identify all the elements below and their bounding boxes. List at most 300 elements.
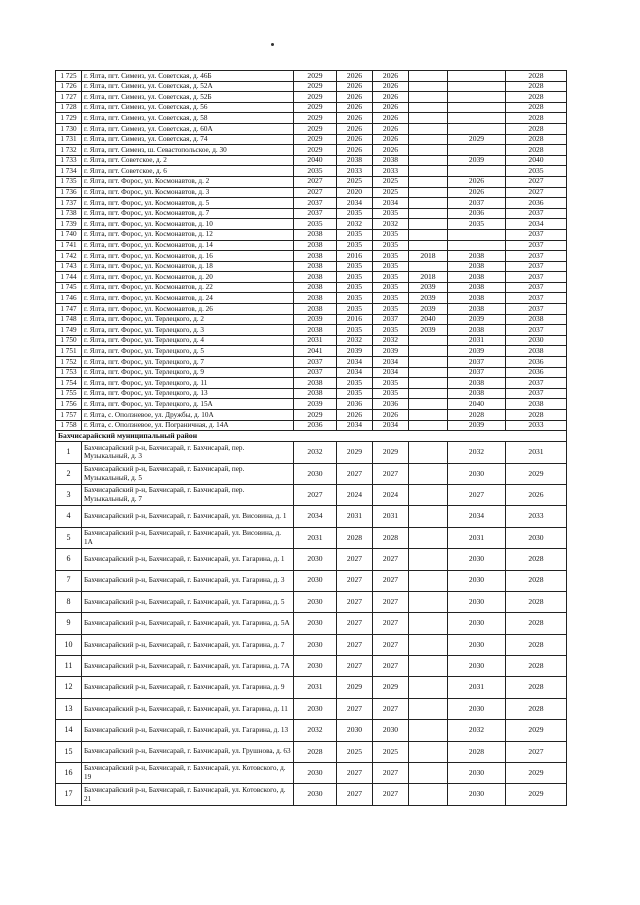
row-year-cell xyxy=(448,113,506,124)
row-year-cell: 2036 xyxy=(337,399,373,410)
table-row xyxy=(56,293,567,304)
row-number: 1 757 xyxy=(56,410,82,421)
row-number: 11 xyxy=(56,656,82,677)
row-year-cell: 2035 xyxy=(373,293,409,304)
row-year-cell: 2038 xyxy=(294,378,337,389)
row-year-cell: 2032 xyxy=(294,720,337,741)
row-year-cell: 2040 xyxy=(409,314,448,325)
row-year-cell: 2020 xyxy=(337,187,373,198)
row-year-cell: 2039 xyxy=(409,282,448,293)
row-address: г. Ялта, пгт. Форос, ул. Космонавтов, д. 16 xyxy=(82,251,294,262)
row-number: 1 749 xyxy=(56,325,82,336)
row-year-cell xyxy=(409,240,448,251)
row-address: Бахчисарайский р-н, Бахчисарай, г. Бахчисарай, ул. Висовина, д. 1А xyxy=(82,527,294,548)
row-year-cell: 2027 xyxy=(373,634,409,655)
row-year-cell: 2030 xyxy=(506,335,567,346)
row-year-cell: 2027 xyxy=(373,656,409,677)
row-year-cell: 2028 xyxy=(448,741,506,762)
row-year-cell: 2026 xyxy=(373,410,409,421)
row-number: 1 739 xyxy=(56,219,82,230)
row-year-cell: 2029 xyxy=(506,763,567,784)
row-year-cell: 2033 xyxy=(506,420,567,431)
row-year-cell: 2030 xyxy=(448,784,506,805)
table-row xyxy=(56,251,567,262)
row-address: г. Ялта, пгт. Форос, ул. Терлецкого, д. 4 xyxy=(82,335,294,346)
row-year-cell: 2035 xyxy=(294,166,337,177)
row-year-cell: 2034 xyxy=(294,506,337,527)
row-year-cell: 2039 xyxy=(448,314,506,325)
row-year-cell: 2025 xyxy=(337,741,373,762)
table-row xyxy=(56,613,567,634)
row-year-cell xyxy=(409,346,448,357)
row-year-cell xyxy=(409,166,448,177)
row-year-cell: 2029 xyxy=(294,134,337,145)
row-year-cell: 2027 xyxy=(294,187,337,198)
table-row xyxy=(56,634,567,655)
row-year-cell xyxy=(409,102,448,113)
row-number: 7 xyxy=(56,570,82,591)
row-year-cell: 2029 xyxy=(337,677,373,698)
row-number: 1 733 xyxy=(56,155,82,166)
row-number: 10 xyxy=(56,634,82,655)
table-row xyxy=(56,591,567,612)
row-year-cell: 2028 xyxy=(294,741,337,762)
row-year-cell: 2026 xyxy=(373,81,409,92)
row-year-cell: 2028 xyxy=(506,145,567,156)
row-year-cell xyxy=(409,549,448,570)
table-row xyxy=(56,314,567,325)
row-year-cell xyxy=(448,92,506,103)
row-year-cell: 2027 xyxy=(448,484,506,505)
row-year-cell: 2038 xyxy=(448,251,506,262)
row-address: Бахчисарайский р-н, Бахчисарай, г. Бахчисарай, ул. Котовского, д. 19 xyxy=(82,763,294,784)
row-year-cell: 2024 xyxy=(337,484,373,505)
row-year-cell: 2035 xyxy=(337,229,373,240)
row-year-cell: 2027 xyxy=(337,698,373,719)
table-row xyxy=(56,240,567,251)
row-year-cell: 2030 xyxy=(373,720,409,741)
row-number: 1 751 xyxy=(56,346,82,357)
row-year-cell: 2040 xyxy=(448,399,506,410)
row-year-cell: 2026 xyxy=(337,71,373,82)
row-year-cell: 2030 xyxy=(448,656,506,677)
table-row xyxy=(56,463,567,484)
row-address: г. Ялта, пгт. Симеиз, ул. Советская, д. 52А xyxy=(82,81,294,92)
row-number: 1 729 xyxy=(56,113,82,124)
table-row xyxy=(56,420,567,431)
table-row xyxy=(56,71,567,82)
row-year-cell: 2026 xyxy=(337,134,373,145)
table-row xyxy=(56,198,567,209)
row-year-cell xyxy=(409,570,448,591)
row-year-cell: 2035 xyxy=(337,272,373,283)
row-year-cell: 2030 xyxy=(448,570,506,591)
row-year-cell: 2035 xyxy=(373,261,409,272)
row-year-cell xyxy=(409,442,448,463)
row-number: 1 741 xyxy=(56,240,82,251)
row-year-cell: 2037 xyxy=(506,251,567,262)
row-number: 13 xyxy=(56,698,82,719)
row-number: 1 752 xyxy=(56,357,82,368)
row-year-cell: 2038 xyxy=(448,388,506,399)
row-number: 9 xyxy=(56,613,82,634)
row-year-cell: 2036 xyxy=(506,357,567,368)
row-address: Бахчисарайский р-н, Бахчисарай, г. Бахчисарай, ул. Котовского, д. 21 xyxy=(82,784,294,805)
row-year-cell: 2026 xyxy=(337,410,373,421)
row-year-cell: 2037 xyxy=(294,208,337,219)
row-year-cell: 2026 xyxy=(373,113,409,124)
row-year-cell: 2027 xyxy=(373,591,409,612)
table-row xyxy=(56,219,567,230)
row-year-cell: 2038 xyxy=(448,293,506,304)
row-year-cell: 2030 xyxy=(294,634,337,655)
row-year-cell: 2028 xyxy=(506,591,567,612)
row-year-cell xyxy=(409,399,448,410)
row-year-cell: 2032 xyxy=(373,219,409,230)
row-year-cell: 2027 xyxy=(337,634,373,655)
row-year-cell xyxy=(409,613,448,634)
row-year-cell: 2029 xyxy=(294,92,337,103)
row-year-cell: 2034 xyxy=(448,506,506,527)
row-address: г. Ялта, с. Оползневое, ул. Дружбы, д. 10А xyxy=(82,410,294,421)
table-row xyxy=(56,570,567,591)
row-year-cell: 2026 xyxy=(337,92,373,103)
row-year-cell: 2039 xyxy=(294,399,337,410)
row-number: 1 736 xyxy=(56,187,82,198)
row-year-cell: 2034 xyxy=(373,357,409,368)
row-year-cell: 2040 xyxy=(506,155,567,166)
table-row xyxy=(56,304,567,315)
row-year-cell: 2030 xyxy=(294,463,337,484)
row-year-cell: 2038 xyxy=(448,304,506,315)
row-year-cell xyxy=(409,176,448,187)
row-number: 1 756 xyxy=(56,399,82,410)
row-number: 4 xyxy=(56,506,82,527)
row-year-cell: 2029 xyxy=(294,81,337,92)
row-year-cell: 2029 xyxy=(373,677,409,698)
row-year-cell: 2026 xyxy=(373,71,409,82)
row-year-cell: 2035 xyxy=(337,325,373,336)
row-year-cell: 2027 xyxy=(506,176,567,187)
row-address: г. Ялта, пгт. Форос, ул. Космонавтов, д. 26 xyxy=(82,304,294,315)
row-year-cell: 2037 xyxy=(506,229,567,240)
row-year-cell xyxy=(448,102,506,113)
row-year-cell: 2030 xyxy=(294,613,337,634)
row-year-cell xyxy=(409,378,448,389)
row-year-cell: 2025 xyxy=(373,741,409,762)
row-address: Бахчисарайский р-н, Бахчисарай, г. Бахчисарай, ул. Гагарина, д. 5А xyxy=(82,613,294,634)
table-row xyxy=(56,187,567,198)
row-year-cell xyxy=(409,763,448,784)
row-year-cell xyxy=(409,656,448,677)
row-year-cell xyxy=(409,463,448,484)
row-number: 1 730 xyxy=(56,123,82,134)
row-year-cell xyxy=(409,484,448,505)
row-year-cell: 2030 xyxy=(294,591,337,612)
row-year-cell xyxy=(448,145,506,156)
row-year-cell: 2038 xyxy=(373,155,409,166)
row-year-cell: 2035 xyxy=(373,251,409,262)
table-row xyxy=(56,367,567,378)
row-year-cell: 2031 xyxy=(294,335,337,346)
table-row xyxy=(56,410,567,421)
row-year-cell: 2026 xyxy=(373,102,409,113)
row-year-cell: 2026 xyxy=(337,145,373,156)
row-year-cell: 2029 xyxy=(294,410,337,421)
row-year-cell: 2027 xyxy=(373,570,409,591)
row-address: Бахчисарайский р-н, Бахчисарай, г. Бахчисарай, ул. Грушнова, д. 63 xyxy=(82,741,294,762)
row-year-cell: 2037 xyxy=(506,325,567,336)
row-address: г. Ялта, пгт. Форос, ул. Терлецкого, д. 7 xyxy=(82,357,294,368)
row-year-cell: 2027 xyxy=(337,763,373,784)
row-address: Бахчисарайский р-н, Бахчисарай, г. Бахчисарай, пер. Музыкальный, д. 5 xyxy=(82,463,294,484)
row-year-cell: 2026 xyxy=(373,145,409,156)
row-year-cell xyxy=(448,166,506,177)
row-number: 1 754 xyxy=(56,378,82,389)
row-year-cell xyxy=(448,123,506,134)
row-year-cell: 2035 xyxy=(373,378,409,389)
row-year-cell: 2027 xyxy=(337,591,373,612)
row-address: г. Ялта, пгт. Форос, ул. Терлецкого, д. 9 xyxy=(82,367,294,378)
row-year-cell xyxy=(409,527,448,548)
row-year-cell: 2028 xyxy=(506,71,567,82)
row-year-cell: 2035 xyxy=(373,208,409,219)
table-row xyxy=(56,677,567,698)
row-address: г. Ялта, пгт. Симеиз, ул. Советская, д. 56 xyxy=(82,102,294,113)
row-year-cell: 2032 xyxy=(448,442,506,463)
row-number: 1 745 xyxy=(56,282,82,293)
row-year-cell: 2028 xyxy=(506,134,567,145)
row-year-cell: 2028 xyxy=(448,410,506,421)
row-year-cell xyxy=(448,71,506,82)
table-row xyxy=(56,208,567,219)
row-address: Бахчисарайский р-н, Бахчисарай, г. Бахчисарай, ул. Гагарина, д. 7А xyxy=(82,656,294,677)
row-year-cell: 2030 xyxy=(294,549,337,570)
row-year-cell: 2038 xyxy=(294,251,337,262)
row-address: г. Ялта, пгт. Советское, д. 6 xyxy=(82,166,294,177)
row-year-cell: 2038 xyxy=(294,240,337,251)
row-address: Бахчисарайский р-н, Бахчисарай, г. Бахчисарай, ул. Висовина, д. 1 xyxy=(82,506,294,527)
row-year-cell: 2035 xyxy=(337,304,373,315)
row-year-cell: 2039 xyxy=(337,346,373,357)
row-year-cell xyxy=(409,155,448,166)
row-year-cell: 2027 xyxy=(337,463,373,484)
row-year-cell: 2026 xyxy=(448,187,506,198)
row-year-cell: 2038 xyxy=(294,272,337,283)
row-number: 1 742 xyxy=(56,251,82,262)
row-year-cell: 2035 xyxy=(337,208,373,219)
row-year-cell: 2038 xyxy=(294,325,337,336)
row-year-cell: 2037 xyxy=(294,198,337,209)
row-year-cell: 2031 xyxy=(294,677,337,698)
table-row xyxy=(56,506,567,527)
table-row xyxy=(56,176,567,187)
row-year-cell: 2039 xyxy=(409,325,448,336)
row-year-cell: 2030 xyxy=(294,570,337,591)
row-address: г. Ялта, пгт. Форос, ул. Космонавтов, д. 22 xyxy=(82,282,294,293)
row-year-cell: 2028 xyxy=(506,410,567,421)
row-address: Бахчисарайский р-н, Бахчисарай, г. Бахчисарай, ул. Гагарина, д. 1 xyxy=(82,549,294,570)
row-year-cell: 2031 xyxy=(448,527,506,548)
row-year-cell: 2034 xyxy=(373,198,409,209)
row-address: г. Ялта, пгт. Симеиз, ул. Советская, д. 60А xyxy=(82,123,294,134)
row-address: Бахчисарайский р-н, Бахчисарай, г. Бахчисарай, ул. Гагарина, д. 7 xyxy=(82,634,294,655)
row-year-cell: 2027 xyxy=(506,741,567,762)
row-address: г. Ялта, пгт. Форос, ул. Космонавтов, д. 18 xyxy=(82,261,294,272)
row-year-cell: 2024 xyxy=(373,484,409,505)
row-year-cell: 2029 xyxy=(506,720,567,741)
row-year-cell xyxy=(409,420,448,431)
row-number: 1 746 xyxy=(56,293,82,304)
row-year-cell: 2038 xyxy=(448,325,506,336)
row-number: 5 xyxy=(56,527,82,548)
row-year-cell xyxy=(409,113,448,124)
row-year-cell: 2035 xyxy=(337,388,373,399)
row-year-cell: 2039 xyxy=(294,314,337,325)
row-year-cell: 2028 xyxy=(506,123,567,134)
row-year-cell: 2035 xyxy=(373,304,409,315)
row-address: г. Ялта, пгт. Форос, ул. Терлецкого, д. 2 xyxy=(82,314,294,325)
row-year-cell: 2027 xyxy=(506,187,567,198)
row-address: г. Ялта, пгт. Форос, ул. Космонавтов, д. 14 xyxy=(82,240,294,251)
row-year-cell: 2016 xyxy=(337,251,373,262)
row-year-cell: 2033 xyxy=(373,166,409,177)
row-address: Бахчисарайский р-н, Бахчисарай, г. Бахчисарай, ул. Гагарина, д. 5 xyxy=(82,591,294,612)
row-number: 1 725 xyxy=(56,71,82,82)
row-year-cell: 2031 xyxy=(448,335,506,346)
row-year-cell: 2035 xyxy=(448,219,506,230)
row-year-cell: 2038 xyxy=(448,282,506,293)
row-address: г. Ялта, пгт. Симеиз, ул. Советская, д. 58 xyxy=(82,113,294,124)
row-address: г. Ялта, пгт. Симеиз, ул. Советская, д. 52Б xyxy=(82,92,294,103)
row-year-cell xyxy=(409,71,448,82)
row-year-cell: 2032 xyxy=(337,219,373,230)
row-year-cell: 2037 xyxy=(506,272,567,283)
row-year-cell: 2031 xyxy=(448,677,506,698)
row-address: г. Ялта, с. Оползневое, ул. Пограничная, д. 14А xyxy=(82,420,294,431)
scan-dot xyxy=(271,43,274,46)
row-year-cell: 2032 xyxy=(448,720,506,741)
row-year-cell: 2027 xyxy=(373,698,409,719)
row-year-cell xyxy=(409,720,448,741)
row-number: 3 xyxy=(56,484,82,505)
row-year-cell: 2035 xyxy=(373,229,409,240)
row-year-cell: 2034 xyxy=(337,367,373,378)
row-year-cell: 2027 xyxy=(337,549,373,570)
row-year-cell: 2035 xyxy=(373,388,409,399)
row-year-cell: 2027 xyxy=(373,763,409,784)
row-year-cell: 2037 xyxy=(294,367,337,378)
row-number: 1 747 xyxy=(56,304,82,315)
row-year-cell: 2035 xyxy=(506,166,567,177)
row-number: 1 738 xyxy=(56,208,82,219)
row-year-cell: 2037 xyxy=(448,367,506,378)
row-address: г. Ялта, пгт. Форос, ул. Терлецкого, д. 13 xyxy=(82,388,294,399)
table-row xyxy=(56,282,567,293)
row-year-cell: 2028 xyxy=(506,613,567,634)
row-year-cell: 2037 xyxy=(506,208,567,219)
row-year-cell: 2028 xyxy=(506,677,567,698)
row-number: 1 728 xyxy=(56,102,82,113)
row-number: 14 xyxy=(56,720,82,741)
row-year-cell: 2035 xyxy=(337,282,373,293)
row-year-cell: 2038 xyxy=(506,346,567,357)
row-year-cell xyxy=(448,229,506,240)
row-year-cell: 2037 xyxy=(448,357,506,368)
row-year-cell: 2018 xyxy=(409,251,448,262)
table-row xyxy=(56,378,567,389)
table-row xyxy=(56,656,567,677)
row-year-cell: 2039 xyxy=(448,420,506,431)
section-title: Бахчисарайский муниципальный район xyxy=(56,431,567,442)
row-year-cell: 2033 xyxy=(337,166,373,177)
row-address: Бахчисарайский р-н, Бахчисарай, г. Бахчисарай, пер. Музыкальный, д. 7 xyxy=(82,484,294,505)
row-year-cell: 2029 xyxy=(294,123,337,134)
table-row xyxy=(56,399,567,410)
row-address: г. Ялта, пгт. Форос, ул. Космонавтов, д. 20 xyxy=(82,272,294,283)
row-year-cell: 2029 xyxy=(294,113,337,124)
row-year-cell: 2036 xyxy=(506,367,567,378)
table-row xyxy=(56,113,567,124)
row-year-cell xyxy=(409,634,448,655)
row-year-cell xyxy=(409,92,448,103)
row-year-cell: 2032 xyxy=(294,442,337,463)
row-year-cell: 2018 xyxy=(409,272,448,283)
row-address: Бахчисарайский р-н, Бахчисарай, г. Бахчисарай, ул. Гагарина, д. 9 xyxy=(82,677,294,698)
row-year-cell: 2038 xyxy=(294,282,337,293)
row-number: 12 xyxy=(56,677,82,698)
row-year-cell xyxy=(409,506,448,527)
row-year-cell: 2037 xyxy=(506,282,567,293)
row-year-cell xyxy=(409,219,448,230)
row-year-cell: 2028 xyxy=(506,656,567,677)
row-year-cell: 2035 xyxy=(373,240,409,251)
row-year-cell: 2037 xyxy=(506,388,567,399)
row-year-cell: 2036 xyxy=(373,399,409,410)
row-year-cell xyxy=(409,208,448,219)
row-year-cell: 2030 xyxy=(448,698,506,719)
row-address: Бахчисарайский р-н, Бахчисарай, г. Бахчисарай, ул. Гагарина, д. 11 xyxy=(82,698,294,719)
table-row xyxy=(56,720,567,741)
row-year-cell: 2038 xyxy=(294,261,337,272)
row-year-cell: 2035 xyxy=(337,261,373,272)
row-year-cell xyxy=(409,367,448,378)
row-year-cell: 2029 xyxy=(294,71,337,82)
row-year-cell: 2027 xyxy=(337,656,373,677)
row-year-cell: 2025 xyxy=(337,176,373,187)
row-year-cell: 2030 xyxy=(294,656,337,677)
row-year-cell: 2026 xyxy=(373,134,409,145)
row-address: Бахчисарайский р-н, Бахчисарай, г. Бахчисарай, пер. Музыкальный, д. 3 xyxy=(82,442,294,463)
table-row xyxy=(56,92,567,103)
row-year-cell: 2026 xyxy=(337,123,373,134)
row-year-cell: 2028 xyxy=(506,698,567,719)
row-year-cell: 2031 xyxy=(373,506,409,527)
row-year-cell: 2026 xyxy=(448,176,506,187)
row-year-cell: 2038 xyxy=(448,272,506,283)
row-year-cell: 2034 xyxy=(373,367,409,378)
row-year-cell: 2026 xyxy=(337,102,373,113)
row-address: г. Ялта, пгт. Форос, ул. Космонавтов, д. 12 xyxy=(82,229,294,240)
table-row xyxy=(56,763,567,784)
row-number: 1 758 xyxy=(56,420,82,431)
row-year-cell: 2034 xyxy=(373,420,409,431)
row-year-cell: 2034 xyxy=(337,420,373,431)
row-year-cell: 2035 xyxy=(373,282,409,293)
section-row xyxy=(56,431,567,442)
row-year-cell: 2037 xyxy=(506,304,567,315)
row-address: Бахчисарайский р-н, Бахчисарай, г. Бахчисарай, ул. Гагарина, д. 13 xyxy=(82,720,294,741)
